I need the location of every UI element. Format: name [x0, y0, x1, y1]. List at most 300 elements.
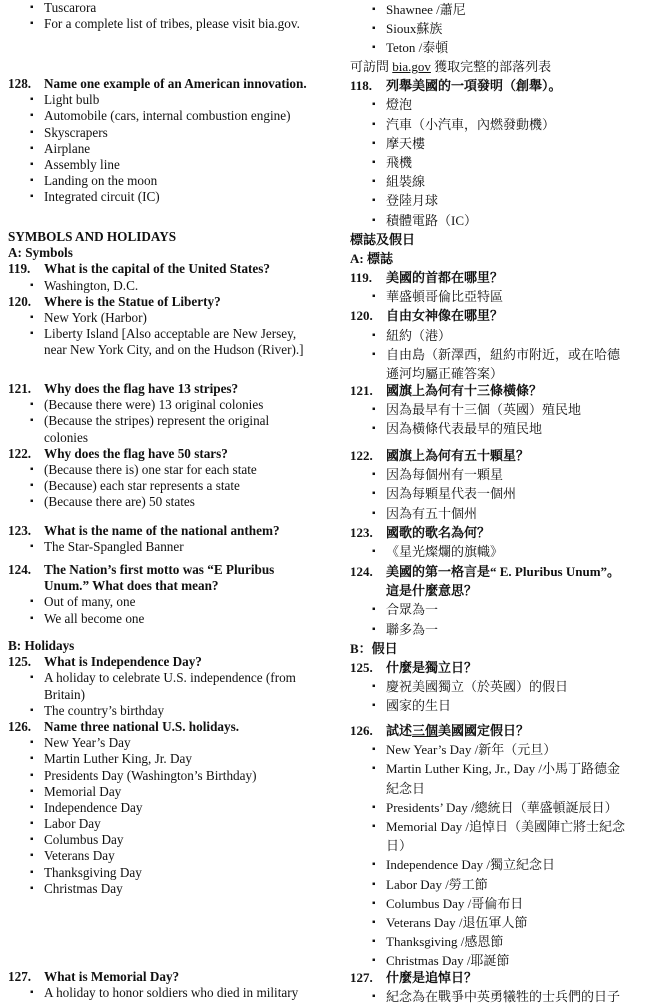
answer-text: Sioux蘇族 — [386, 21, 443, 37]
answer-text: 國家的生日 — [386, 698, 452, 714]
question-text: 這是什麼意思？ — [386, 583, 478, 599]
tribe-list-note — [350, 57, 656, 76]
bullet-icon: ▪ — [30, 142, 34, 154]
answer-item — [350, 287, 656, 306]
text-block — [350, 57, 656, 383]
question-text: The Nation’s first motto was “E Pluribus — [44, 562, 275, 577]
answer-item — [350, 134, 656, 153]
bullet-icon: ▪ — [372, 700, 376, 712]
answer-text: Labor Day /勞工節 — [386, 876, 488, 892]
answer-item — [350, 913, 656, 932]
answer-text: Independence Day — [44, 799, 143, 815]
answer-text: Memorial Day /追悼日（美國陣亡將士紀念 — [386, 818, 626, 834]
question — [350, 268, 656, 287]
bullet-icon: ▪ — [30, 769, 34, 781]
answer-item — [350, 798, 656, 817]
answer-item — [8, 768, 338, 784]
answer-text: Presidents’ Day /總統日（華盛頓誕辰日） — [386, 799, 618, 815]
answer-text: Teton /泰頓 — [386, 40, 449, 56]
answer-text: Independence Day /獨立紀念日 — [386, 857, 555, 873]
section-heading: SYMBOLS AND HOLIDAYS — [8, 229, 177, 244]
section-heading: A: 標誌 — [350, 250, 393, 266]
text-block — [350, 721, 656, 970]
bullet-icon: ▪ — [30, 496, 34, 508]
answer-text: (Because the stripes) represent the original — [44, 413, 270, 429]
answer-text: Assembly line — [44, 156, 120, 172]
section-heading: B: Holidays — [8, 638, 75, 653]
answer-item — [350, 484, 656, 503]
question — [350, 381, 656, 400]
question-number: 124. — [350, 564, 373, 579]
question-number: 119. — [350, 270, 373, 286]
bullet-icon: ▪ — [30, 328, 34, 340]
answer-item — [350, 759, 656, 778]
question-text: 美國的第一格言是“ E. Pluribus Unum”。 — [386, 564, 621, 579]
question-text: What is Memorial Day? — [44, 969, 180, 984]
answer-continuation — [8, 430, 338, 446]
question — [350, 523, 656, 542]
answer-continuation — [350, 836, 656, 855]
bullet-icon: ▪ — [30, 785, 34, 797]
bullet-icon: ▪ — [30, 279, 34, 291]
answer-text: Integrated circuit (IC) — [44, 189, 160, 205]
answer-text: 因為每個州有一顆星 — [386, 467, 504, 483]
answer-item — [8, 751, 338, 767]
question-number: 121. — [8, 381, 32, 396]
answer-item — [8, 397, 338, 413]
question-number: 124. — [8, 562, 32, 577]
bullet-icon: ▪ — [30, 191, 34, 203]
answer-text: Airplane — [44, 140, 91, 156]
bullet-icon: ▪ — [372, 4, 376, 15]
answer-text: New Year’s Day — [44, 735, 131, 751]
section-heading: 標誌及假日 — [350, 231, 416, 247]
question-number: 123. — [8, 523, 32, 538]
answer-text: (Because there is) one star for each state — [44, 461, 257, 477]
bullet-icon: ▪ — [372, 545, 376, 557]
answer-item — [350, 465, 656, 484]
question — [350, 721, 656, 740]
answer-item — [350, 817, 656, 836]
answer-text: Labor Day — [44, 816, 101, 832]
question-number: 126. — [350, 723, 373, 738]
answer-text: 飛機 — [386, 154, 413, 170]
answer-item — [8, 539, 338, 555]
answer-text: Liberty Island [Also acceptable are New Jersey, — [44, 326, 297, 342]
answer-text: 《星光燦爛的旗幟》 — [386, 543, 504, 559]
answer-item — [8, 189, 338, 205]
bullet-icon: ▪ — [372, 42, 376, 54]
answer-text: Thanksgiving /感恩節 — [386, 934, 504, 950]
question — [350, 306, 656, 325]
answer-text: For a complete list of tribes, please visit bia.gov. — [44, 16, 300, 32]
answer-continuation — [8, 687, 338, 703]
question-text: Why does the flag have 13 stripes? — [44, 381, 239, 396]
question-number: 118. — [350, 78, 373, 94]
answer-item — [350, 191, 656, 210]
answer-continuation — [350, 779, 656, 798]
answer-item — [8, 816, 338, 832]
answer-text: 組裝線 — [386, 174, 426, 190]
question — [350, 658, 656, 677]
bullet-icon: ▪ — [30, 818, 34, 830]
bullet-icon: ▪ — [30, 110, 34, 122]
answer-text: 紀念為在戰爭中英勇犧牲的士兵們的日子 — [386, 989, 621, 1005]
answer-text: Columbus Day /哥倫布日 — [386, 895, 524, 911]
bullet-icon: ▪ — [372, 801, 376, 813]
answer-item — [8, 985, 338, 1001]
answer-item — [350, 400, 656, 419]
bullet-icon: ▪ — [372, 348, 376, 360]
bullet-icon: ▪ — [372, 404, 376, 416]
answer-text: Memorial Day — [44, 783, 122, 799]
text-block — [350, 446, 656, 561]
bullet-icon: ▪ — [372, 329, 376, 341]
bullet-icon: ▪ — [30, 987, 34, 999]
answer-item — [350, 172, 656, 191]
bullet-icon: ▪ — [30, 596, 34, 608]
answer-item — [350, 855, 656, 874]
question — [350, 562, 656, 581]
answer-text: (Because) each star represents a state — [44, 478, 240, 494]
answer-text: 日） — [386, 838, 413, 854]
answer-item — [8, 326, 338, 342]
bullet-icon: ▪ — [372, 916, 376, 928]
bullet-icon: ▪ — [372, 878, 376, 890]
question — [8, 381, 338, 397]
answer-text: near New York City, and on the Hudson (River).] — [44, 342, 304, 358]
answer-text: 聯多為一 — [386, 621, 439, 637]
question — [8, 446, 338, 462]
question-number: 125. — [350, 659, 373, 675]
question — [8, 523, 338, 539]
bullet-icon: ▪ — [30, 415, 34, 427]
answer-text: (Because there are) 50 states — [44, 494, 195, 510]
bullet-icon: ▪ — [30, 541, 34, 553]
answer-item — [350, 600, 656, 619]
question-text: What is the capital of the United States? — [44, 261, 271, 277]
answer-item — [8, 848, 338, 864]
answer-text: Presidents Day (Washington’s Birthday) — [44, 767, 257, 783]
answer-text: 因為最早有十三個（英國）殖民地 — [386, 402, 582, 418]
answer-item — [350, 326, 656, 345]
answer-item — [8, 670, 338, 686]
answer-text: 紐約（港） — [386, 327, 452, 343]
section-heading: B：假日 — [350, 640, 398, 656]
answer-item — [8, 800, 338, 816]
bullet-icon: ▪ — [372, 507, 376, 519]
answer-text: 汽車（小汽車，內燃發動機） — [386, 116, 556, 132]
bullet-icon: ▪ — [372, 118, 376, 130]
answer-text: 積體電路（IC） — [386, 212, 478, 228]
question-number: 126. — [8, 718, 32, 734]
text-block — [350, 0, 656, 58]
bullet-icon: ▪ — [372, 137, 376, 149]
bullet-icon: ▪ — [372, 744, 376, 756]
answer-item — [8, 141, 338, 157]
text-block — [8, 638, 338, 897]
question-text-pre: 試述 — [386, 723, 413, 738]
question-continuation — [8, 578, 338, 594]
answer-item — [350, 620, 656, 639]
answer-item — [350, 211, 656, 230]
bullet-icon: ▪ — [372, 936, 376, 948]
bullet-icon: ▪ — [372, 423, 376, 435]
text-block — [8, 969, 338, 1001]
bullet-icon: ▪ — [30, 158, 34, 170]
answer-item — [8, 173, 338, 189]
bullet-icon: ▪ — [372, 176, 376, 188]
bullet-icon: ▪ — [372, 991, 376, 1003]
bullet-icon: ▪ — [372, 469, 376, 481]
bullet-icon: ▪ — [30, 175, 34, 187]
text-block — [8, 381, 338, 511]
answer-item — [8, 0, 338, 16]
question-text: 列舉美國的一項發明（創舉）。 — [386, 78, 562, 94]
answer-text: 紀念日 — [386, 780, 426, 796]
question-emphasis: 三個 — [412, 723, 439, 738]
answer-item — [350, 38, 656, 57]
answer-text: 自由島（新澤西，紐約市附近，或在哈德 — [386, 346, 621, 362]
answer-text: New York (Harbor) — [44, 309, 147, 325]
answer-text: Light bulb — [44, 92, 100, 108]
answer-text: 摩天樓 — [386, 135, 426, 151]
answer-item — [350, 677, 656, 696]
answer-text: Shawnee /蕭尼 — [386, 2, 466, 17]
question-number: 120. — [8, 293, 32, 309]
answer-item — [8, 784, 338, 800]
answer-text: colonies — [44, 429, 88, 445]
question-number: 125. — [8, 654, 32, 670]
question — [8, 969, 338, 985]
question-text: Where is the Statue of Liberty? — [44, 293, 221, 309]
bullet-icon: ▪ — [30, 801, 34, 813]
answer-text: Washington, D.C. — [44, 277, 139, 293]
answer-text: Martin Luther King, Jr., Day /小馬丁路德金 — [386, 761, 620, 777]
answer-text: Christmas Day — [44, 880, 123, 896]
answer-text: Thanksgiving Day — [44, 864, 142, 880]
bullet-icon: ▪ — [372, 214, 376, 226]
question-number: 120. — [350, 308, 373, 324]
question-text: 自由女神像在哪里？ — [386, 308, 504, 324]
answer-item — [8, 703, 338, 719]
answer-text: A holiday to celebrate U.S. independence (from — [44, 670, 296, 686]
answer-item — [8, 494, 338, 510]
answer-item — [350, 419, 656, 438]
question-number: 122. — [350, 448, 373, 463]
answer-item — [8, 881, 338, 897]
answer-text: 因為有五十個州 — [386, 505, 478, 521]
answer-text: 遜河均屬正確答案） — [386, 366, 504, 381]
note-text-post: 獲取完整的部落列表 — [430, 59, 552, 74]
answer-item — [8, 462, 338, 478]
question-text: Name one example of an American innovation. — [44, 76, 307, 91]
bullet-icon: ▪ — [372, 604, 376, 616]
question-number: 127. — [8, 969, 32, 984]
bullet-icon: ▪ — [30, 399, 34, 411]
bullet-icon: ▪ — [30, 612, 34, 624]
question-number: 123. — [350, 524, 373, 540]
question-text: 國旗上為何有五十顆星？ — [386, 448, 530, 463]
answer-text: A holiday to honor soldiers who died in military — [44, 985, 299, 1001]
answer-item — [8, 92, 338, 108]
answer-item — [8, 278, 338, 294]
answer-item — [8, 157, 338, 173]
bullet-icon: ▪ — [30, 882, 34, 894]
answer-text: (Because there were) 13 original colonies — [44, 397, 264, 413]
question-text: Why does the flag have 50 stars? — [44, 445, 228, 461]
bullet-icon: ▪ — [372, 681, 376, 693]
question-text: 什麼是追悼日？ — [386, 970, 478, 985]
question-text: 什麼是獨立日？ — [386, 659, 478, 675]
answer-text: The country’s birthday — [44, 702, 165, 718]
answer-text: 因為橫條代表最早的殖民地 — [386, 421, 543, 437]
answer-text: Britain) — [44, 686, 86, 702]
question-number: 119. — [8, 261, 31, 277]
question-text: What is the name of the national anthem? — [44, 523, 280, 538]
answer-text: 登陸月球 — [386, 193, 439, 209]
question-number: 122. — [8, 445, 32, 461]
answer-item — [8, 16, 338, 32]
bullet-icon: ▪ — [30, 834, 34, 846]
answer-text: Landing on the moon — [44, 173, 158, 189]
answer-text: Martin Luther King, Jr. Day — [44, 751, 192, 767]
bullet-icon: ▪ — [30, 480, 34, 492]
answer-item — [8, 735, 338, 751]
bullet-icon: ▪ — [372, 195, 376, 207]
bullet-icon: ▪ — [30, 704, 34, 716]
bullet-icon: ▪ — [372, 488, 376, 500]
question — [350, 446, 656, 465]
question — [8, 76, 338, 92]
answer-text: The Star-Spangled Banner — [44, 539, 184, 555]
answer-item — [350, 345, 656, 364]
bullet-icon: ▪ — [30, 753, 34, 765]
answer-text: Christmas Day /耶誕節 — [386, 953, 510, 969]
answer-item — [350, 0, 656, 19]
answer-item — [350, 542, 656, 561]
bullet-icon: ▪ — [30, 2, 34, 13]
answer-text: Tuscarora — [44, 0, 97, 15]
answer-item — [350, 153, 656, 172]
answer-item — [350, 504, 656, 523]
answer-item — [350, 19, 656, 38]
note-text-pre: 可訪問 — [350, 59, 393, 74]
answer-item — [8, 108, 338, 124]
bullet-icon: ▪ — [30, 866, 34, 878]
question — [8, 562, 338, 578]
question-text: 國旗上為何有十三條橫條？ — [386, 383, 543, 398]
answer-text: 慶祝美國獨立（於英國）的假日 — [386, 679, 569, 695]
bullet-icon: ▪ — [372, 820, 376, 832]
answer-item — [350, 875, 656, 894]
answer-text: Automobile (cars, internal combustion engine) — [44, 108, 291, 124]
bullet-icon: ▪ — [372, 23, 376, 35]
answer-item — [350, 894, 656, 913]
bullet-icon: ▪ — [30, 94, 34, 106]
answer-item — [350, 932, 656, 951]
question-text: 美國的首都在哪里？ — [386, 270, 504, 286]
question-text: What is Independence Day? — [44, 654, 202, 670]
answer-item — [350, 115, 656, 134]
bullet-icon: ▪ — [372, 99, 376, 111]
question-number: 128. — [8, 76, 32, 91]
question — [8, 261, 338, 277]
answer-text: Veterans Day /退伍軍人節 — [386, 914, 528, 930]
text-block — [350, 381, 656, 439]
bullet-icon: ▪ — [30, 18, 34, 30]
answer-text: 華盛頓哥倫比亞特區 — [386, 289, 504, 305]
text-block — [350, 968, 656, 1006]
answer-item — [8, 832, 338, 848]
answer-continuation — [8, 342, 338, 358]
text-block — [8, 0, 338, 32]
answer-item — [8, 413, 338, 429]
answer-item — [8, 125, 338, 141]
text-block — [8, 562, 338, 627]
answer-text: 合眾為一 — [386, 602, 439, 618]
question — [8, 719, 338, 735]
answer-item — [8, 310, 338, 326]
question-text: Name three national U.S. holidays. — [44, 718, 240, 734]
question — [8, 654, 338, 670]
text-block — [8, 523, 338, 555]
question-number: 127. — [350, 970, 373, 985]
question-text-post: 美國國定假日？ — [438, 723, 530, 738]
bullet-icon: ▪ — [372, 763, 376, 775]
answer-item — [350, 696, 656, 715]
answer-text: Out of many, one — [44, 594, 136, 610]
answer-item — [8, 594, 338, 610]
section-heading: A: Symbols — [8, 245, 73, 261]
answer-text: New Year’s Day /新年（元旦） — [386, 742, 557, 758]
bullet-icon: ▪ — [372, 897, 376, 909]
bullet-icon: ▪ — [372, 291, 376, 303]
answer-item — [8, 478, 338, 494]
text-block — [350, 562, 656, 716]
question — [350, 968, 656, 987]
answer-text: Veterans Day — [44, 848, 115, 864]
question-text: Unum.” What does that mean? — [44, 578, 219, 594]
answer-text: Skyscrapers — [44, 124, 108, 140]
bullet-icon: ▪ — [30, 311, 34, 323]
bullet-icon: ▪ — [30, 463, 34, 475]
text-block — [8, 76, 338, 206]
bullet-icon: ▪ — [30, 126, 34, 138]
bia-link[interactable]: bia.gov — [392, 59, 431, 74]
bullet-icon: ▪ — [372, 955, 376, 967]
answer-item — [350, 740, 656, 759]
question-continuation — [350, 581, 656, 600]
question — [350, 76, 656, 95]
answer-item — [8, 611, 338, 627]
text-block — [8, 229, 338, 359]
question-number: 121. — [350, 383, 373, 398]
answer-text: We all become one — [44, 610, 145, 626]
question — [8, 294, 338, 310]
answer-text: Columbus Day — [44, 832, 124, 848]
bullet-icon: ▪ — [372, 156, 376, 168]
answer-item — [350, 987, 656, 1006]
bullet-icon: ▪ — [372, 859, 376, 871]
bullet-icon: ▪ — [30, 737, 34, 749]
bullet-icon: ▪ — [30, 672, 34, 684]
bullet-icon: ▪ — [30, 850, 34, 862]
answer-text: 因為每顆星代表一個州 — [386, 486, 517, 502]
bullet-icon: ▪ — [372, 623, 376, 635]
answer-item — [8, 865, 338, 881]
answer-text: 燈泡 — [386, 97, 413, 113]
